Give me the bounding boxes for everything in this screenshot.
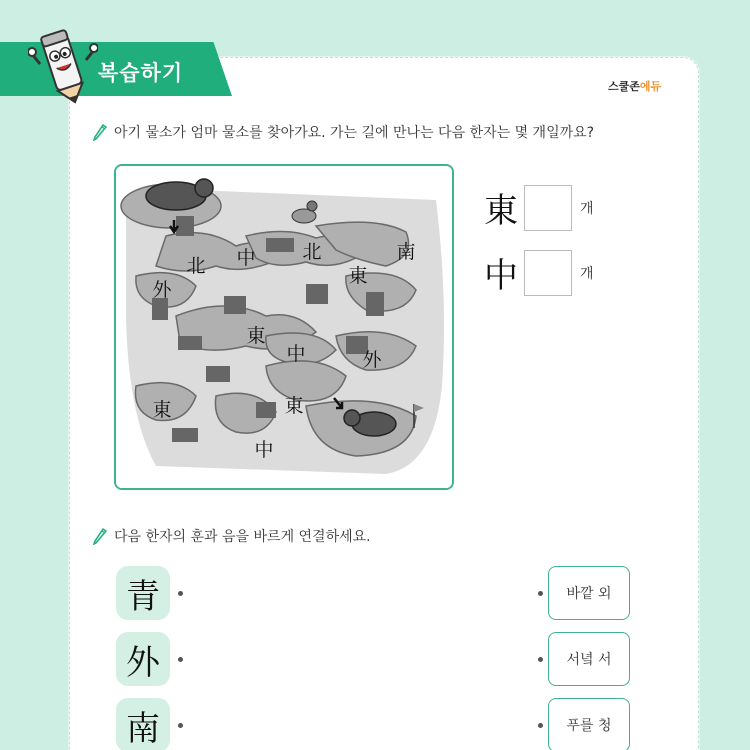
match-right-item: 바깥 외 [548, 566, 630, 620]
maze-char: 外 [152, 279, 172, 301]
maze-char: 東 [246, 325, 266, 347]
maze-char: 東 [348, 265, 368, 287]
maze-char: 外 [362, 349, 382, 371]
maze-char: 中 [236, 247, 256, 269]
match-right-item: 서녘 서 [548, 632, 630, 686]
logo-part2: 에듀 [639, 80, 662, 93]
match-left-item: 南 [116, 698, 170, 750]
maze-char: 中 [286, 343, 306, 365]
answer-box[interactable] [524, 250, 572, 296]
pencil-mascot-icon [28, 24, 98, 106]
count-hanja: 東 [484, 191, 518, 231]
question-2 [92, 526, 371, 546]
match-left-item: 青 [116, 566, 170, 620]
logo-part1: 스쿨존 [608, 80, 640, 93]
match-dot[interactable] [178, 591, 183, 596]
answer-box[interactable] [524, 185, 572, 231]
match-dot[interactable] [178, 723, 183, 728]
maze-char: 南 [396, 241, 416, 263]
maze-char: 中 [254, 439, 274, 461]
count-unit: 개 [580, 200, 594, 217]
maze-char: 北 [186, 255, 206, 277]
banner-title: 복습하기 [98, 61, 184, 85]
maze-char: 東 [152, 399, 172, 421]
maze-illustration [114, 164, 454, 490]
count-hanja: 中 [484, 256, 518, 296]
pencil-icon [92, 527, 108, 545]
count-unit: 개 [580, 265, 594, 282]
maze-char: 東 [284, 395, 304, 417]
count-row-east [484, 183, 594, 232]
match-dot[interactable] [538, 591, 543, 596]
pencil-icon [92, 123, 108, 141]
question-1 [92, 122, 594, 142]
count-row-middle [484, 248, 594, 297]
question-2-text: 다음 한자의 훈과 음을 바르게 연결하세요. [114, 529, 371, 545]
match-left-item: 外 [116, 632, 170, 686]
match-dot[interactable] [538, 723, 543, 728]
maze-drawing [116, 166, 454, 490]
match-dot[interactable] [538, 657, 543, 662]
maze-char: 北 [302, 241, 322, 263]
brand-logo [608, 78, 661, 94]
match-right-item: 푸를 청 [548, 698, 630, 750]
question-1-text: 아기 물소가 엄마 물소를 찾아가요. 가는 길에 만나는 다음 한자는 몇 개일까요? [114, 125, 595, 141]
match-dot[interactable] [178, 657, 183, 662]
